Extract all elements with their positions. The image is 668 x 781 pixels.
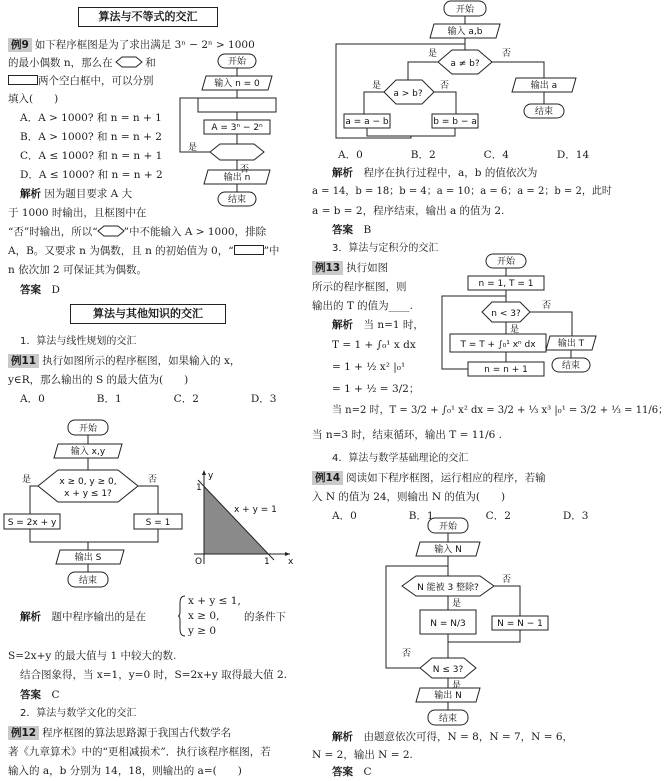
fc12-no2: 否 — [440, 81, 450, 91]
ex9-q2b: 和 — [145, 57, 156, 69]
example-13-line3: 输出的 T 的值为____. — [312, 300, 414, 312]
ex11-sys-2: x ≥ 0, — [188, 610, 220, 622]
ex14-solution-2: N = 2，输出 N = 2. — [312, 749, 413, 761]
solution-label-11: 解析 — [20, 611, 41, 623]
fc14-cond2: N ≤ 3? — [432, 665, 464, 675]
graph-y-label: y — [208, 471, 214, 481]
ex11-opt-d: D．3 — [250, 393, 277, 405]
section-title-inequality: 算法与不等式的交汇 — [78, 7, 218, 27]
example-9-line3 — [8, 74, 154, 88]
rect-blank-icon-2 — [234, 245, 264, 255]
fc12-output-label: 输出 a — [530, 81, 558, 91]
fc13-init-label: n = 1, T = 1 — [478, 279, 534, 289]
ex11-answer — [20, 688, 60, 702]
ex12-sol1: 程序在执行过程中，a，b 的值依次为 — [363, 167, 538, 179]
fc14-b2-label: N = N − 1 — [497, 619, 543, 629]
fc14-input-label: 输入 N — [434, 545, 462, 555]
ex14-opt-a: A．0 — [332, 510, 357, 522]
fc13-no: 否 — [542, 301, 552, 311]
diamond-blank-icon-2 — [98, 226, 124, 236]
option-d: D．A ≤ 1000? 和 n = n + 2 — [20, 169, 163, 181]
ex9-q1: 如下程序框图是为了求出满足 3ⁿ − 2ⁿ > 1000 — [34, 39, 255, 51]
fc12-start-label: 开始 — [455, 5, 475, 15]
ex9-solution-2: 于 1000 时输出，且框图中在 — [8, 207, 147, 219]
option-b: B．A > 1000? 和 n = n + 2 — [20, 131, 162, 143]
ex12-solution-3: a = b = 2，程序结束，输出 a 的值为 2. — [312, 205, 505, 217]
ex14-sol1: 由题意依次可得，N = 8，N = 7，N = 6， — [363, 731, 574, 743]
ex11-sys-1: x + y ≤ 1, — [188, 595, 241, 607]
fc13-end-label: 结束 — [561, 361, 581, 371]
fc14-start-label: 开始 — [438, 522, 458, 532]
ex9-q2: 的最小偶数 n，那么在 — [8, 57, 113, 69]
fc14-cond: N 能被 3 整除? — [417, 583, 479, 593]
fc11-start-label: 开始 — [78, 424, 98, 434]
section-title-other: 算法与其他知识的交汇 — [70, 304, 226, 324]
left-column — [0, 0, 296, 781]
ex11-q1: 执行如图所示的程序框图，如果输入的 x， — [42, 355, 241, 367]
example-9-line1 — [8, 38, 255, 52]
ex11-opt-b: B．1 — [96, 393, 122, 405]
fc11-cond1: x ≥ 0, y ≥ 0, — [59, 477, 117, 487]
fc12-input-label: 输入 a,b — [447, 27, 483, 37]
graph-x-label: x — [288, 557, 294, 567]
example-11-line1 — [8, 354, 240, 368]
example-11-line2: y∈R，那么输出的 S 的最大值为( ) — [8, 374, 189, 386]
fc11-no: 否 — [148, 475, 158, 485]
ex12-solution-1 — [332, 166, 537, 180]
flowchart-ex11 — [0, 418, 186, 588]
fc9-assign-label: A = 3ⁿ − 2ⁿ — [211, 123, 263, 133]
fc14-yes2: 是 — [452, 681, 462, 691]
example-9-line4: 填入( ) — [8, 93, 59, 105]
option-c: C．A ≤ 1000? 和 n = n + 1 — [20, 150, 163, 162]
answer-label: 答案 — [20, 284, 41, 296]
fc11-s1-label: S = 2x + y — [7, 518, 57, 528]
flowchart-ex9 — [172, 52, 296, 212]
example-12-line3: 输入的 a，b 分别为 14，18，则输出的 a=( ) — [8, 765, 242, 777]
fc14-no: 否 — [502, 575, 512, 585]
fc9-yes: 是 — [188, 143, 198, 153]
ex14-opt-c: C．2 — [485, 510, 511, 522]
ex14-opt-b: B．1 — [408, 510, 434, 522]
brace-icon — [178, 595, 186, 637]
fc9-input-label: 输入 n = 0 — [214, 79, 260, 89]
ex11-options — [20, 392, 277, 406]
ex14-q1: 阅读如下程序框图，运行相应的程序，若输 — [346, 472, 546, 484]
fc12-yes2: 是 — [372, 81, 382, 91]
flowchart-ex14 — [382, 516, 552, 728]
ex11-sol1: 题中程序输出的是在 — [51, 611, 146, 623]
ex11-sys-3: y ≥ 0 — [188, 625, 217, 637]
example-13-line1 — [312, 261, 388, 275]
fc13-yes: 是 — [510, 325, 520, 335]
fc13-inc-label: n = n + 1 — [484, 365, 528, 375]
example-12-line1 — [8, 726, 231, 740]
fc12-cond1: a ≠ b? — [450, 59, 480, 69]
flowchart-ex13 — [442, 252, 598, 384]
fc13-start-label: 开始 — [496, 257, 516, 267]
fc9-no: 否 — [240, 165, 250, 175]
fc11-s2-label: S = 1 — [145, 518, 171, 528]
fc12-end-label: 结束 — [534, 107, 554, 117]
fc12-yes: 是 — [428, 49, 438, 59]
fc11-cond2: x + y ≤ 1? — [64, 489, 112, 499]
answer-value-12: B — [363, 224, 372, 236]
ex14-opt-d: D．3 — [562, 510, 589, 522]
ex11-solution-3: 结合图象得，当 x=1，y=0 时，S=2x+y 取得最大值 2. — [20, 669, 288, 681]
subsection-3: 3．算法与定积分的交汇 — [332, 243, 439, 254]
fc13-output-label: 输出 T — [557, 339, 585, 349]
ex9-sol1: 因为题目要求 A 大 — [44, 188, 133, 200]
graph-origin: O — [195, 557, 203, 567]
fc12-b1-label: a = a − b — [345, 117, 389, 127]
fc9-start-label: 开始 — [227, 57, 247, 67]
example-14-line2: 入 N 的值为 24，则输出 N 的值为( ) — [312, 491, 506, 503]
fc9-decision — [210, 144, 264, 160]
example-14-tag: 例14 — [312, 471, 343, 485]
ex13-q1: 执行如图 — [346, 262, 389, 274]
answer-value-14: C — [363, 766, 372, 778]
fc14-yes: 是 — [452, 599, 462, 609]
fc13-integral-label: T = T + ∫₀¹ xⁿ dx — [460, 340, 536, 350]
answer-label-11: 答案 — [20, 689, 41, 701]
fc11-input-label: 输入 x,y — [70, 447, 106, 457]
example-13-line2: 所示的程序框图，则 — [312, 281, 407, 293]
solution-label-14: 解析 — [332, 731, 353, 743]
rect-blank-icon — [8, 75, 38, 85]
ex9-q3: 两个空白框中，可以分别 — [38, 75, 154, 87]
answer-label-14: 答案 — [332, 766, 353, 778]
ex12-solution-2: a = 14，b = 18；b = 4；a = 10；a = 6；a = 2；b = 2，此时 — [312, 186, 612, 197]
example-13-tag: 例13 — [312, 261, 343, 275]
ex13-solution-3: = 1 + ½ x² |₀¹ — [332, 361, 406, 373]
ex9-solution-1 — [20, 187, 132, 201]
ex12-q1: 程序框图的算法思路源于我国古代数学名 — [42, 727, 232, 739]
fc14-no2: 否 — [402, 649, 412, 659]
flowchart-ex12 — [344, 0, 594, 140]
fc14-end-label: 结束 — [438, 714, 458, 724]
ex12-options — [338, 148, 589, 162]
solution-label-12: 解析 — [332, 167, 353, 179]
graph-line-label: x + y = 1 — [234, 505, 277, 515]
ex12-opt-c: C．4 — [483, 149, 509, 161]
ex13-solution-5: 当 n=2 时，T = 3/2 + ∫₀¹ x² dx = 3/2 + ⅓ x³ |₀¹ = 3/2 + ⅓ = 11/6； — [332, 405, 668, 416]
ex9-solution-5: n 依次加 2 可保证其为偶数。 — [8, 264, 147, 276]
fc14-b1-label: N = N/3 — [430, 619, 466, 629]
ex11-solution-2: S=2x+y 的最大值与 1 中较大的数. — [8, 650, 177, 662]
ex12-opt-a: A．0 — [338, 149, 363, 161]
ex13-solution-2: T = 1 + ∫₀¹ x dx — [332, 339, 416, 351]
fc12-b2-label: b = b − a — [433, 117, 477, 127]
ex9-answer — [20, 283, 60, 297]
example-9-line2 — [8, 56, 156, 70]
fc9-blank-box-top — [198, 98, 276, 112]
ex9-sol3a: “否”时输出，所以“ — [8, 226, 98, 238]
ex12-opt-b: B．2 — [410, 149, 436, 161]
example-9-tag: 例9 — [8, 38, 32, 52]
ex9-solution-4 — [8, 244, 279, 258]
ex13-s1: 当 n=1 时， — [363, 319, 424, 331]
example-12-line2: 著《九章算术》中的“更相减损术”．执行该程序框图，若 — [8, 746, 271, 758]
subsection-2: 2．算法与数学文化的交汇 — [20, 708, 137, 719]
fc14-output-label: 输出 N — [434, 691, 462, 701]
ex11-solution-1 — [20, 610, 146, 624]
fc12-cond2: a > b? — [393, 89, 423, 99]
ex14-answer — [332, 765, 372, 779]
solution-label-13: 解析 — [332, 319, 353, 331]
graph-one-x: 1 — [264, 557, 270, 567]
ex12-answer — [332, 223, 371, 237]
ex9-sol3b: ”中不能输入 A > 1000，排除 — [123, 226, 267, 238]
ex13-solution-6: 当 n=3 时，结束循环，输出 T = 11/6 . — [312, 429, 502, 441]
right-column — [304, 0, 668, 781]
fc11-output-label: 输出 S — [74, 553, 102, 563]
ex9-solution-3 — [8, 225, 266, 239]
ex14-solution-1 — [332, 730, 573, 744]
fc11-end-label: 结束 — [78, 576, 98, 586]
ex12-opt-d: D．14 — [556, 149, 590, 161]
graph-ex11 — [190, 468, 296, 568]
graph-one-y: 1 — [196, 483, 202, 493]
fc9-end-label: 结束 — [227, 195, 247, 205]
ex13-solution-4: = 1 + ½ = 3/2； — [332, 383, 420, 395]
ex11-opt-c: C．2 — [173, 393, 199, 405]
ex9-sol4: A，B。又要求 n 为偶数，且 n 的初始值为 0，“ — [8, 245, 234, 257]
fc13-cond: n < 3? — [491, 309, 521, 319]
diamond-blank-icon — [116, 57, 142, 67]
option-a: A．A > 1000? 和 n = n + 1 — [20, 112, 162, 124]
example-14-line1 — [312, 471, 546, 485]
solution-label: 解析 — [20, 188, 41, 200]
answer-value: D — [51, 284, 60, 296]
ex9-sol4b: ”中 — [263, 245, 280, 257]
ex11-sol1b: 的条件下 — [244, 611, 286, 623]
example-11-tag: 例11 — [8, 354, 39, 368]
fc12-no: 否 — [502, 49, 512, 59]
answer-label-12: 答案 — [332, 224, 353, 236]
ex11-opt-a: A．0 — [20, 393, 45, 405]
subsection-1: 1．算法与线性规划的交汇 — [20, 336, 137, 347]
fc9-output-label: 输出 n — [223, 173, 251, 183]
answer-value-11: C — [51, 689, 60, 701]
subsection-4: 4．算法与数学基础理论的交汇 — [332, 453, 469, 464]
example-12-tag: 例12 — [8, 726, 39, 740]
fc11-yes: 是 — [22, 475, 32, 485]
ex13-solution-1 — [332, 318, 424, 332]
